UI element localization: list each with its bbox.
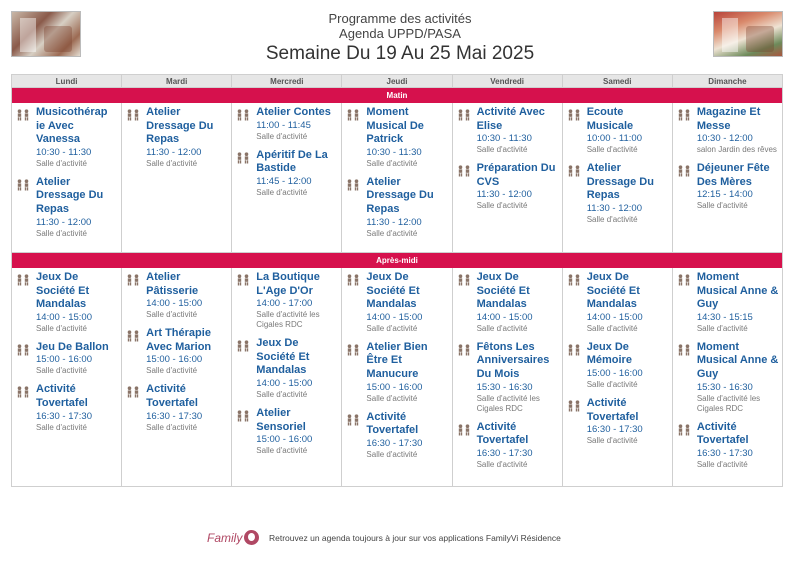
- activity-place: salon Jardin des rêves: [696, 145, 777, 155]
- activity-time: 11:00 - 11:45: [256, 119, 311, 131]
- activity-item[interactable]: [16, 106, 118, 169]
- afternoon-day-0: [12, 268, 122, 487]
- activity-time: 14:00 - 17:00: [256, 298, 313, 310]
- activity-people-icon: [457, 423, 471, 435]
- activity-people-icon: [457, 108, 471, 120]
- activity-people-icon: [126, 329, 140, 341]
- activity-title: Atelier Contes: [256, 106, 331, 118]
- day-header-6: Dimanche: [708, 77, 747, 86]
- activity-time: 16:30 - 17:30: [476, 447, 533, 459]
- activity-time: 16:30 - 17:30: [696, 447, 753, 459]
- activity-time: 10:30 - 11:30: [36, 146, 92, 158]
- activity-place: Salle d'activité les Cigales RDC: [696, 393, 761, 413]
- activity-time: 15:00 - 16:00: [146, 354, 203, 366]
- activity-title: Préparation Du CVS: [476, 162, 556, 188]
- activity-title: Jeux De Société Et Mandalas: [256, 337, 310, 377]
- activity-people-icon: [567, 273, 581, 285]
- activity-item[interactable]: [677, 162, 779, 211]
- activity-time: 16:30 - 17:30: [146, 410, 203, 422]
- activity-people-icon: [236, 409, 250, 421]
- activity-time: 11:30 - 12:00: [476, 189, 532, 201]
- activity-item[interactable]: [677, 341, 779, 414]
- activity-item[interactable]: [567, 341, 669, 390]
- activity-item[interactable]: [236, 106, 338, 142]
- activity-people-icon: [16, 108, 30, 120]
- activity-title: Jeux De Société Et Mandalas: [36, 271, 90, 311]
- activity-title: Jeux De Société Et Mandalas: [586, 271, 640, 311]
- activity-title: Atelier Dressage Du Repas: [586, 162, 654, 202]
- activity-item[interactable]: [457, 106, 559, 155]
- activity-place: Salle d'activité: [366, 228, 418, 238]
- activity-item[interactable]: [346, 271, 448, 334]
- morning-day-2: [232, 103, 342, 252]
- activity-time: 11:30 - 12:00: [146, 146, 202, 158]
- activity-item[interactable]: [677, 106, 779, 155]
- activity-title: Activité Avec Elise: [476, 106, 545, 132]
- day-header-3: Jeudi: [342, 75, 452, 87]
- activity-calendar: [11, 74, 783, 487]
- activity-item[interactable]: [236, 271, 338, 330]
- activity-item[interactable]: [457, 421, 559, 470]
- day-header-2: Mercredi: [232, 75, 342, 87]
- activity-time: 10:30 - 12:00: [696, 133, 753, 145]
- activity-people-icon: [236, 339, 250, 351]
- activity-title: Déjeuner Fête Des Mères: [696, 162, 770, 188]
- activity-item[interactable]: [126, 383, 228, 432]
- activity-people-icon: [16, 385, 30, 397]
- activity-time: 11:45 - 12:00: [256, 175, 312, 187]
- activity-people-icon: [126, 273, 140, 285]
- activity-title: Activité Tovertafel: [586, 396, 639, 423]
- activity-time: 15:30 - 16:30: [696, 381, 753, 393]
- activity-title: Atelier Dressage Du Repas: [36, 175, 104, 215]
- activity-item[interactable]: [16, 176, 118, 239]
- activity-time: 14:30 - 15:15: [696, 311, 753, 323]
- activity-title: Activité Tovertafel: [36, 383, 88, 409]
- page-header: [0, 11, 800, 66]
- activity-item[interactable]: [346, 106, 448, 169]
- activity-item[interactable]: [16, 341, 118, 377]
- activity-place: Salle d'activité: [696, 459, 748, 469]
- activity-place: Salle d'activité: [476, 201, 528, 211]
- activity-people-icon: [677, 108, 691, 120]
- activity-item[interactable]: [16, 271, 118, 334]
- activity-item[interactable]: [567, 271, 669, 334]
- activity-place: Salle d'activité: [366, 393, 418, 403]
- activity-title: Jeux De Société Et Mandalas: [476, 271, 530, 311]
- afternoon-day-1: [122, 268, 232, 487]
- activity-item[interactable]: [346, 176, 448, 239]
- activity-title: Moment Musical De Patrick: [366, 106, 424, 146]
- activity-title: Fêtons Les Anniversaires Du Mois: [476, 340, 550, 380]
- activity-people-icon: [16, 273, 30, 285]
- activity-time: 15:00 - 16:00: [366, 381, 423, 393]
- activity-item[interactable]: [677, 271, 779, 334]
- activity-time: 11:30 - 12:00: [36, 216, 92, 228]
- activity-place: Salle d'activité: [696, 201, 748, 211]
- activity-title: Activité Tovertafel: [146, 383, 198, 409]
- activity-time: 12:15 - 14:00: [696, 189, 753, 201]
- activity-title: Activité Tovertafel: [366, 410, 419, 437]
- activity-place: Salle d'activité: [366, 323, 418, 333]
- activity-item[interactable]: [126, 106, 228, 169]
- activity-place: Salle d'activité: [36, 228, 87, 238]
- activity-title: La Boutique L'Age D'Or: [256, 271, 320, 297]
- activity-title: Jeu De Ballon: [36, 340, 109, 353]
- activity-item[interactable]: [126, 327, 228, 376]
- activity-time: 14:00 - 15:00: [366, 311, 423, 323]
- activity-item[interactable]: [16, 383, 118, 432]
- activity-people-icon: [126, 385, 140, 397]
- activity-place: Salle d'activité: [696, 323, 748, 333]
- activity-item[interactable]: [126, 271, 228, 320]
- activity-time: 16:30 - 17:30: [586, 424, 643, 436]
- activity-item[interactable]: [236, 337, 338, 400]
- morning-day-5: [563, 103, 673, 252]
- activity-time: 10:00 - 11:00: [586, 133, 642, 145]
- activity-people-icon: [236, 273, 250, 285]
- band-morning: Matin: [12, 88, 782, 103]
- activity-place: Salle d'activité: [36, 422, 87, 432]
- activity-title: Jeux De Société Et Mandalas: [366, 271, 420, 311]
- activity-people-icon: [457, 164, 471, 176]
- activity-place: Salle d'activité: [256, 446, 308, 456]
- activity-title: Atelier Dressage Du Repas: [366, 175, 434, 215]
- activity-people-icon: [16, 343, 30, 355]
- activity-place: Salle d'activité: [256, 131, 308, 141]
- activity-item[interactable]: [567, 106, 669, 155]
- activity-title: Magazine Et Messe: [696, 106, 761, 132]
- activity-place: Salle d'activité: [586, 379, 638, 389]
- familyvi-logo-icon: [244, 530, 259, 545]
- activity-people-icon: [677, 164, 691, 176]
- activity-time: 15:00 - 16:00: [256, 434, 313, 446]
- morning-day-4: [453, 103, 563, 252]
- activity-place: Salle d'activité les Cigales RDC: [476, 393, 540, 413]
- activity-people-icon: [677, 343, 691, 355]
- activity-people-icon: [346, 413, 360, 425]
- activity-time: 11:30 - 12:00: [366, 216, 422, 228]
- activity-title: Atelier Sensoriel: [256, 406, 306, 433]
- activity-item[interactable]: [236, 407, 338, 456]
- activity-time: 14:00 - 15:00: [256, 377, 313, 389]
- activity-place: Salle d'activité: [256, 389, 308, 399]
- activity-title: Moment Musical Anne & Guy: [696, 271, 779, 311]
- activity-people-icon: [126, 108, 140, 120]
- morning-day-6: [673, 103, 782, 252]
- activity-people-icon: [236, 151, 250, 163]
- activity-people-icon: [16, 178, 30, 190]
- activity-people-icon: [457, 343, 471, 355]
- activity-people-icon: [567, 164, 581, 176]
- activity-item[interactable]: [346, 341, 448, 404]
- activity-time: 14:00 - 15:00: [476, 311, 533, 323]
- activity-title: Atelier Bien Être Et Manucure: [366, 340, 428, 380]
- activity-title: Jeux De Mémoire: [586, 340, 632, 367]
- activity-place: Salle d'activité: [586, 214, 638, 224]
- activity-place: Salle d'activité: [476, 145, 528, 155]
- activity-item[interactable]: [457, 341, 559, 414]
- activity-title: Moment Musical Anne & Guy: [696, 340, 779, 380]
- activity-title: Apéritif De La Bastide: [256, 148, 328, 175]
- band-afternoon: Après-midi: [12, 253, 782, 268]
- day-header-4: Vendredi: [453, 75, 563, 87]
- activity-place: Salle d'activité: [146, 158, 198, 168]
- day-header-row: [12, 75, 782, 88]
- activity-place: Salle d'activité: [366, 158, 418, 168]
- day-header-0: Lundi: [12, 75, 122, 87]
- activity-place: Salle d'activité: [36, 323, 87, 333]
- activity-title: Art Thérapie Avec Marion: [146, 327, 212, 353]
- header-title: Programme des activités: [328, 11, 472, 26]
- afternoon-day-3: [342, 268, 452, 487]
- activity-time: 16:30 - 17:30: [36, 410, 92, 422]
- activity-time: 16:30 - 17:30: [366, 437, 423, 449]
- activity-title: Atelier Pâtisserie: [146, 271, 199, 297]
- activity-place: Salle d'activité: [36, 366, 87, 376]
- morning-day-3: [342, 103, 452, 252]
- activity-item[interactable]: [457, 162, 559, 211]
- activity-title: Atelier Dressage Du Repas: [146, 106, 214, 146]
- activity-time: 14:00 - 15:00: [36, 311, 92, 323]
- footer: [0, 529, 800, 547]
- activity-place: Salle d'activité: [146, 422, 198, 432]
- activity-time: 10:30 - 11:30: [366, 146, 422, 158]
- activity-place: Salle d'activité: [146, 310, 198, 320]
- activity-place: Salle d'activité: [586, 436, 638, 446]
- afternoon-day-6: [673, 268, 782, 487]
- activity-item[interactable]: [677, 421, 779, 470]
- day-header-1: Mardi: [122, 75, 232, 87]
- activity-title: Ecoute Musicale: [586, 106, 634, 132]
- activity-people-icon: [236, 108, 250, 120]
- footer-text: Retrouvez un agenda toujours à jour sur vos applications FamilyVi Résidence: [269, 533, 561, 543]
- afternoon-row: [12, 268, 782, 487]
- activity-item[interactable]: [567, 397, 669, 446]
- activity-title: Musicothérap ie Avec Vanessa: [36, 106, 108, 146]
- header-subtitle: Agenda UPPD/PASA: [339, 26, 461, 41]
- activity-place: Salle d'activité les Cigales RDC: [256, 310, 320, 330]
- morning-row: [12, 103, 782, 253]
- activity-time: 10:30 - 11:30: [476, 133, 532, 145]
- activity-people-icon: [457, 273, 471, 285]
- activity-place: Salle d'activité: [36, 158, 87, 168]
- activity-people-icon: [346, 273, 360, 285]
- afternoon-day-4: [453, 268, 563, 487]
- activity-item[interactable]: [567, 162, 669, 225]
- activity-place: Salle d'activité: [366, 449, 418, 459]
- activity-people-icon: [346, 178, 360, 190]
- activity-item[interactable]: [346, 411, 448, 460]
- activity-time: 11:30 - 12:00: [586, 202, 642, 214]
- afternoon-day-5: [563, 268, 673, 487]
- activity-place: Salle d'activité: [586, 323, 638, 333]
- activity-people-icon: [567, 343, 581, 355]
- morning-day-1: [122, 103, 232, 252]
- activity-people-icon: [346, 108, 360, 120]
- day-header-5: Samedi: [563, 75, 673, 87]
- activity-place: Salle d'activité: [586, 145, 638, 155]
- activity-people-icon: [567, 399, 581, 411]
- morning-day-0: [12, 103, 122, 252]
- activity-people-icon: [677, 423, 691, 435]
- activity-item[interactable]: [457, 271, 559, 334]
- activity-people-icon: [677, 273, 691, 285]
- activity-place: Salle d'activité: [476, 323, 528, 333]
- activity-title: Activité Tovertafel: [476, 420, 529, 447]
- activity-place: Salle d'activité: [146, 366, 198, 376]
- activity-people-icon: [346, 343, 360, 355]
- activity-time: 14:00 - 15:00: [586, 311, 643, 323]
- activity-place: Salle d'activité: [256, 187, 308, 197]
- activity-time: 15:00 - 16:00: [36, 354, 92, 366]
- activity-item[interactable]: [236, 149, 338, 198]
- familyvi-logo: Family: [207, 531, 243, 545]
- activity-place: Salle d'activité: [476, 459, 528, 469]
- afternoon-day-2: [232, 268, 342, 487]
- header-week: Semaine Du 19 Au 25 Mai 2025: [265, 43, 535, 64]
- activity-people-icon: [567, 108, 581, 120]
- activity-time: 14:00 - 15:00: [146, 298, 203, 310]
- activity-time: 15:30 - 16:30: [476, 381, 533, 393]
- activity-time: 15:00 - 16:00: [586, 367, 643, 379]
- activity-title: Activité Tovertafel: [696, 420, 749, 447]
